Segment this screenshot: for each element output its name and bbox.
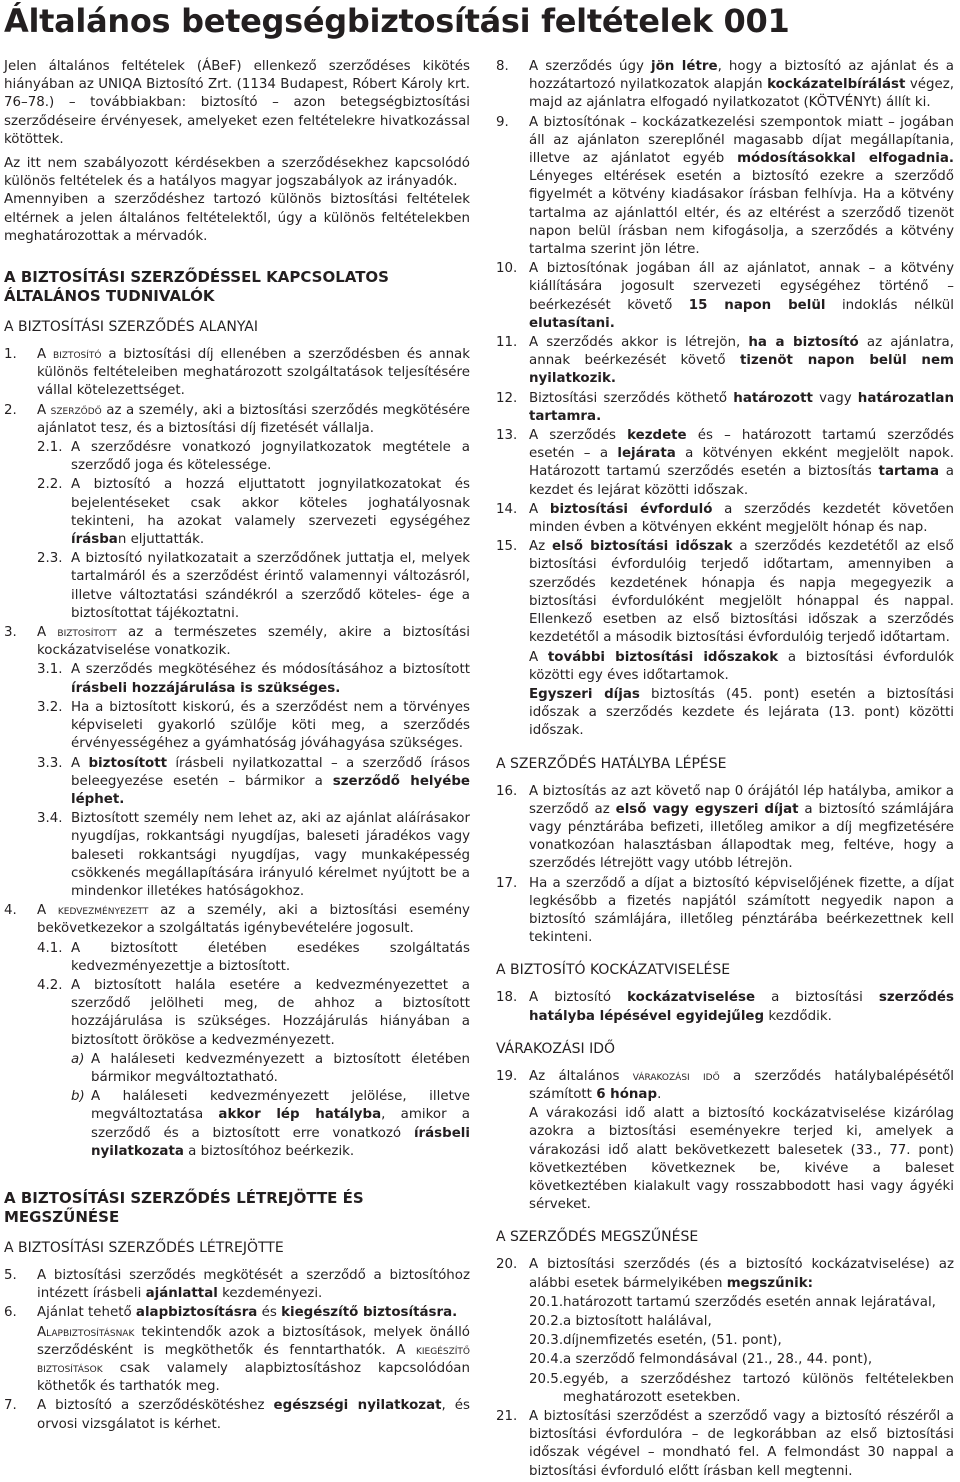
page-title: Általános betegségbiztosítási feltételek 001 [4, 2, 790, 40]
clause-4-2: 4.2. A biztosított halála esetére a kedvezményezettet a szerződő jelölheti meg, de ahhoz a biztosított hozzájárulása is szükséges. Hozzájárulás hiányában a biztosított örököse a kedvezményezett. [37, 977, 470, 1048]
section-heading: A BIZTOSÍTÁSI SZERZŐDÉSSEL KAPCSOLATOS ÁLTALÁNOS TUDNIVALÓK [4, 268, 389, 306]
clause-18: 18. A biztosító kockázatviselése a biztosítási szerződés hatályba lépésével egyidejűleg kezdődik. [496, 990, 954, 1024]
clause-21: 21. A biztosítási szerződést a szerződő vagy a biztosító részéről a biztosítási évfordulóra – de legkorábban az első biztosítási időszak végével – mondható fel. A felmondást 30 nappal a biztosítási évforduló előtt írásban kell megtenni. [496, 1409, 954, 1479]
clause-6: 6. Ajánlat tehető alapbiztosításra és kiegészítő biztosításra. [4, 1305, 458, 1321]
section-heading: A BIZTOSÍTÁSI SZERZŐDÉS LÉTREJÖTTE ÉS MEGSZŰNÉSE [4, 1188, 364, 1226]
clause-2-3: 2.3. A biztosító nyilatkozatait a szerződőnek juttatja el, melyek tartalmáról és a szerződést érintő valamennyi változásról, illetve változtatási szándékról a szerződő köteles- ége a biztosítottat tájékoztatni. [37, 551, 470, 621]
clause-20-3: 20.3. díjnemfizetés esetén, (51. pont), [529, 1333, 782, 1349]
clause-12: 12. Biztosítási szerződés köthető határozott vagy határozatlan tartamra. [496, 390, 954, 424]
clause-10: 10. A biztosítónak jogában áll az ajánlatot, annak – a kötvény kiállítására jogosult szervezeti egységéhez történő – beérkezését követő 15 napon belül indoklás nélkül elutasítani. [496, 261, 954, 331]
clause-20-5: 20.5. egyéb, a szerződéshez tartozó különös feltételekben meghatározott esetekben. [529, 1371, 954, 1405]
clause-2-1: 2.1. A szerződésre vonatkozó jognyilatkozatok megtétele a szerződő joga és kötelessége. [37, 440, 470, 474]
subsection-heading: A BIZTOSÍTÁSI SZERZŐDÉS LÉTREJÖTTE [4, 1239, 284, 1256]
clause-4: 4. A kedvezményezett az a személy, aki a biztosítási esemény bekövetkezekor a szolgáltatás igénybevételére jogosult. [4, 903, 470, 937]
clause-14: 14. A biztosítási évforduló a szerződés kezdetét követően minden évben a kötvényen ekként megjelölt hónap és nap. [496, 501, 954, 536]
clause-20: 20. A biztosítási szerződés (és a biztosító kockázatviselése) az alábbi esetek bármelyikében megszűnik: [496, 1257, 954, 1291]
clause-3-2: 3.2. Ha a biztosított kiskorú, és a szerződést nem a törvényes képviseleti gyakorló szülője köti meg, a szerződés érvényességéhez a gyámhatóság jóváhagyása szükséges. [37, 699, 470, 752]
clause-8: 8. A szerződés úgy jön létre, hogy a biztosító az ajánlat és a hozzátartozó nyilatkozatok alapján kockázatelbírálást végez, majd az ajánlatra elfogadó nyilatkozatot (KÖTVÉNYt) állít ki. [496, 59, 955, 111]
clause-7: 7. A biztosító a szerződéskötéshez egészségi nyilatkozat, és orvosi vizsgálatot is kérhet. [4, 1398, 470, 1432]
clause-15-continuation: Egyszeri díjas biztosítás (45. pont) esetén a biztosítási időszak a szerződés kezdete és lejárata (13. pont) közötti időszak. [529, 686, 954, 739]
clause-4-1: 4.1. A biztosított életében esedékes szolgáltatás kedvezményezettje a biztosított. [37, 940, 470, 974]
clause-3-1: 3.1. A szerződés megkötéséhez és módosításához a biztosított írásbeli hozzájárulása is szükséges. [37, 662, 470, 696]
clause-2: 2. A szerződő az a személy, aki a biztosítási szerződés megkötésére ajánlatot tesz, és a biztosítási díj fizetését vállalja. [4, 402, 471, 436]
intro-paragraph: Amennyiben a szerződéshez tartozó különös biztosítási feltételek eltérnek a jelen általános feltételektől, úgy a különös feltételekben meghatározottak a mérvadók. [4, 192, 470, 244]
clause-20-4: 20.4. a szerződő felmondásával (21., 28., 44. pont), [529, 1352, 873, 1368]
clause-3-4: 3.4. Biztosított személy nem lehet az, aki az ajánlat aláírásakor nyugdíjas, rokkantsági nyugdíjas, baleseti járadékos vagy baleseti rokkantsági nyugdíjas, vagy munkaképesség csökkenés megállapítására irányuló kérelmet nyújtott be a mindenkor illetékes hatóságokhoz. [37, 811, 470, 899]
clause-5: 5. A biztosítási szerződés megkötését a szerződő a biztosítóhoz intézett írásbeli ajánlattal kezdeményezi. [4, 1267, 470, 1302]
clause-4-2-a: a) A haláleseti kedvezményezett a biztosított életében bármikor megváltoztatható. [71, 1051, 470, 1085]
clause-13: 13. A szerződés kezdete és – határozott tartamú szerződés esetén – a lejárata a kötvényen ekként megjelölt napok. Határozott tartamú szerződés esetén a biztosítás tartama a kezdet és lejárat közötti időszak. [496, 428, 954, 498]
clause-20-2: 20.2. a biztosított halálával, [529, 1313, 712, 1329]
clause-20-1: 20.1. határozott tartamú szerződés esetén annak lejáratával, [529, 1294, 936, 1310]
right-column [496, 58, 954, 1482]
intro-paragraph: Az itt nem szabályozott kérdésekben a szerződésekhez kapcsolódó különös feltételek és a hatályos magyar jogszabályok az irányadók. [4, 156, 470, 190]
subsection-heading: A BIZTOSÍTÓ KOCKÁZATVISELÉSE [496, 962, 731, 979]
clause-11: 11. A szerződés akkor is létrejön, ha a biztosító az ajánlatra, annak beérkezését követő tizenöt napon belül nem nyilatkozik. [496, 335, 955, 387]
subsection-heading: A SZERZŐDÉS MEGSZŰNÉSE [496, 1229, 699, 1246]
clause-17: 17. Ha a szerződő a díjat a biztosító képviselőjének fizette, a díjat legkésőbb a fizetés napjától számított negyedik napon a biztosító számlájára, illetőleg pénztárába beérkezettnek kell tekinteni. [496, 875, 954, 946]
clause-19-continuation: A várakozási idő alatt a biztosító kockázatviselése kizárólag azokra a biztosítási eseményekre terjed ki, amelyek a várakozási idő alatt bekövetkezett balesetek (33., 77. pont) következtében következnek be, kivéve a baleset következtében kialakult vagy rosszabbodott hasi vagy ágyéki sérveket. [529, 1106, 954, 1213]
clause-3-3: 3.3. A biztosított írásbeli nyilatkozattal – a szerződő írásos beleegyezése esetén – bármikor a szerződő helyébe léphet. [37, 755, 470, 807]
clause-15-continuation: A további biztosítási időszakok a biztosítási évfordulók közötti egy éves időtartamok. [529, 649, 955, 683]
clause-6-continuation: Alapbiztosításnak tekintendők azok a biztosítások, melyek önálló szerződésként is megköthetők és fenntarthatók. A kiegészítő biztosítások csak valamely alapbiztosításhoz kapcsolódóan köthetők és tarthatók meg. [37, 1324, 470, 1395]
clause-19: 19. Az általános várakozási idő a szerződés hatálybalépésétől számított 6 hónap. [496, 1068, 954, 1102]
clause-15: 15. Az első biztosítási időszak a szerződés kezdetétől az első biztosítási évfordulóig terjedő időtartam, amennyiben a szerződés kezdetének hónapja és napja megegyezik a biztosítási évfordulóként megjelölt hónappal és nappal. Ellenkező esetben az első biztosítási időszak a szerződés kezdetétől a második biztosítási évfordulóig terjedő időtartam. [496, 539, 954, 646]
clause-1: 1. A biztosító a biztosítási díj ellenében a szerződésben és annak különös feltételeiben meghatározott szolgáltatások teljesítésére vállal kötelezettséget. [4, 347, 471, 399]
clause-3: 3. A biztosított az a természetes személy, akire a biztosítási kockázatviselése vonatkozik. [4, 625, 470, 659]
clause-16: 16. A biztosítás az azt követő nap 0 órájától lép hatályba, amikor a szerződő az első vagy egyszeri díjat a biztosító számlájára vagy pénztárába befizeti, illetőleg amikor a díj megfizetésére vonatkozóan halasztásban állapodtak meg, feltéve, hogy a szerződés létrejött vagy utóbb létrejön. [496, 783, 954, 872]
subsection-heading: VÁRAKOZÁSI IDŐ [496, 1040, 615, 1057]
intro-paragraph: Jelen általános feltételek (ÁBeF) ellenkező szerződéses kikötés hiányában az UNIQA Biztosító Zrt. (1134 Budapest, Róbert Károly krt. 76–78.) – továbbiakban: biztosító – azon betegségbiztosítási szerződéseire érvényesek, amelyeket ezen feltételekre hivatkozással kötöttek. [4, 59, 470, 147]
clause-4-2-b: b) A haláleseti kedvezményezett jelölése, illetve megváltoztatása akkor lép hatályba, amikor a szerződő és a biztosított erre vonatkozó írásbeli nyilatkozata a biztosítóhoz beérkezik. [71, 1089, 470, 1159]
clause-9: 9. A biztosítónak – kockázatkezelési szempontok miatt – jogában áll az ajánlaton szereplőnél magasabb díjat megállapítania, illetve az ajánlatot egyéb módosításokkal elfogadnia. Lényeges eltérések esetén a biztosító ezekre a szerződő figyelmét a kötvény kiadásakor írásban felhívja. Ha a kötvény tartalma az ajánlattól eltér, és az eltérést a szerződő tizenöt napon belül írásban nem kifogásolja, a szerződés a kötvény tartalma szerint jön létre. [496, 114, 954, 258]
clause-2-2: 2.2. A biztosító a hozzá eljuttatott jognyilatkozatokat és bejelentéseket csak akkor köteles joghatályosnak tekinteni, ha azokat valamely szervezeti egységéhez írásban eljuttatták. [37, 477, 470, 548]
left-column [4, 58, 470, 1435]
subsection-heading: A BIZTOSÍTÁSI SZERZŐDÉS ALANYAI [4, 319, 258, 336]
subsection-heading: A SZERZŐDÉS HATÁLYBA LÉPÉSE [496, 755, 727, 772]
